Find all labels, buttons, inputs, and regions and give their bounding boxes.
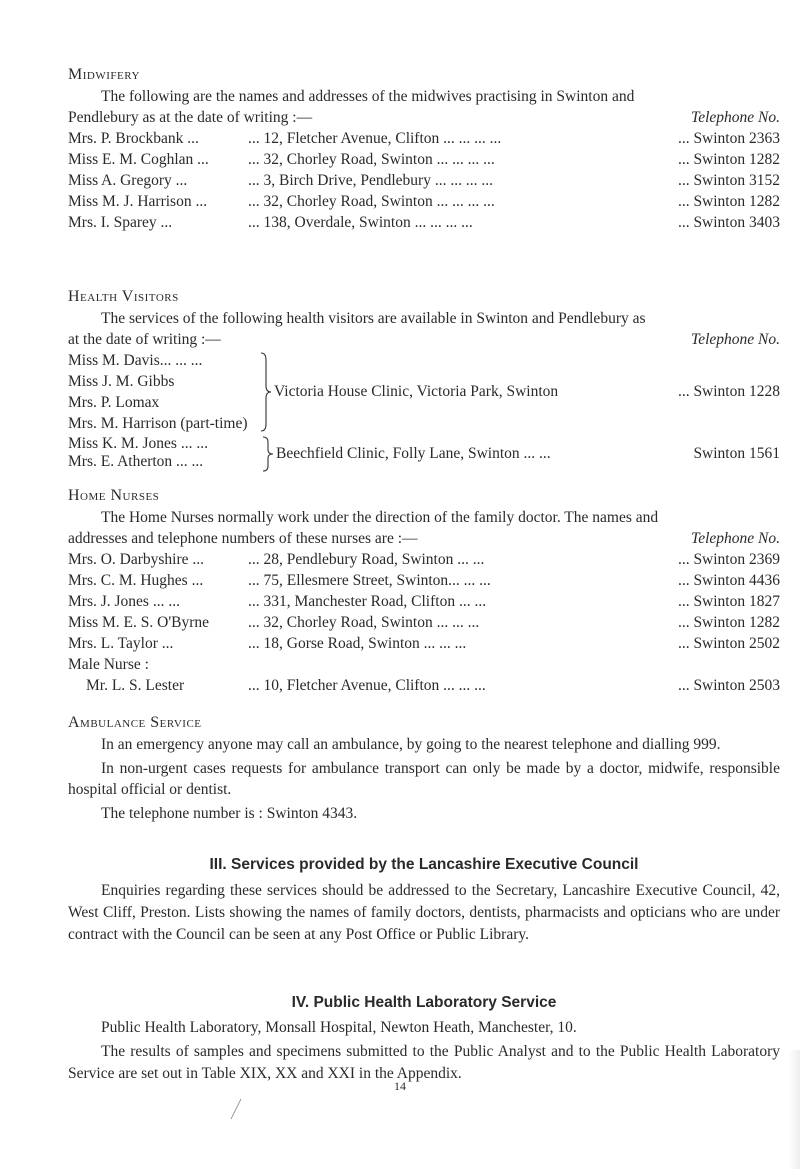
hv-name: Miss K. M. Jones ... ... xyxy=(68,435,208,452)
section-iii xyxy=(68,854,780,946)
person-name: Miss E. M. Coghlan ... xyxy=(68,151,209,168)
health-visitors-group-2 xyxy=(68,435,780,475)
person-name: Mrs. O. Darbyshire ... xyxy=(68,551,205,568)
page-edge-shadow xyxy=(788,1050,800,1169)
health-visitors-intro-line2-row xyxy=(68,329,780,350)
health-visitors-intro-line1: The services of the following health visitors are available in Swinton and Pendlebury as xyxy=(101,310,646,327)
ambulance-heading: Ambulance Service xyxy=(68,714,202,731)
person-telephone: ... Swinton 3403 xyxy=(677,214,780,231)
right-brace-icon xyxy=(262,436,274,472)
home-nurses-intro-line1: The Home Nurses normally work under the direction of the family doctor. The names and xyxy=(101,509,659,526)
pencil-mark-icon xyxy=(228,1098,244,1120)
home-nurses-tel-header: Telephone No. xyxy=(691,530,780,547)
person-address: ... 75, Ellesmere Street, Swinton... ... ... xyxy=(248,572,491,589)
table-row xyxy=(68,170,780,191)
midwifery-intro-line1: The following are the names and addresses of the midwives practising in Swinton and xyxy=(101,88,635,105)
health-visitors-heading: Health Visitors xyxy=(68,288,179,305)
section-iv-heading: IV. Public Health Laboratory Service xyxy=(291,994,557,1011)
section-iv xyxy=(68,992,780,1085)
hv-clinic-beechfield: Beechfield Clinic, Folly Lane, Swinton ... ... xyxy=(276,445,551,462)
table-row xyxy=(68,675,780,696)
section-iii-para: Enquiries regarding these services should be addressed to the Secretary, Lancashire Executive Council, 42, West Cliff, Preston. Lists showing the names of family doctors, dentists, pharmacists and opticians who are under contract with the Council can be seen at any Post Office or Public Library. xyxy=(68,882,780,943)
hv-name-row xyxy=(68,413,780,434)
person-telephone: ... Swinton 2502 xyxy=(677,635,780,652)
person-telephone: ... Swinton 1282 xyxy=(677,193,780,210)
person-address: ... 138, Overdale, Swinton ... ... ... ... xyxy=(248,214,473,231)
midwifery-table xyxy=(68,128,780,233)
person-name: Mrs. P. Brockbank ... xyxy=(68,130,199,147)
table-row xyxy=(68,633,780,654)
person-telephone: ... Swinton 2363 xyxy=(677,130,780,147)
male-nurse-label-row xyxy=(68,654,780,675)
ambulance-para-1: In an emergency anyone may call an ambulance, by going to the nearest telephone and dialling 999. xyxy=(101,736,721,753)
health-visitors-group-1 xyxy=(68,350,780,434)
ambulance-section xyxy=(68,712,780,824)
hv-name: Mrs. M. Harrison (part-time) xyxy=(68,415,248,432)
person-telephone: ... Swinton 1282 xyxy=(677,614,780,631)
table-row xyxy=(68,149,780,170)
home-nurses-section xyxy=(68,485,780,696)
hv-name: Miss M. Davis... ... ... xyxy=(68,352,203,369)
person-address: ... 32, Chorley Road, Swinton ... ... ... ... xyxy=(248,193,495,210)
midwifery-intro-line2-row xyxy=(68,107,780,128)
person-address: ... 32, Chorley Road, Swinton ... ... ... ... xyxy=(248,151,495,168)
table-row xyxy=(68,549,780,570)
person-telephone: ... Swinton 4436 xyxy=(677,572,780,589)
home-nurses-table xyxy=(68,549,780,654)
ambulance-para-2: In non-urgent cases requests for ambulance transport can only be made by a doctor, midwife, responsible hospital official or dentist. xyxy=(68,760,780,798)
person-telephone: ... Swinton 3152 xyxy=(677,172,780,189)
table-row xyxy=(68,191,780,212)
nurse-name: Mr. L. S. Lester xyxy=(86,677,185,694)
person-name: Miss M. E. S. O'Byrne xyxy=(68,614,210,631)
person-name: Mrs. I. Sparey ... xyxy=(68,214,173,231)
person-telephone: ... Swinton 2369 xyxy=(677,551,780,568)
person-address: ... 28, Pendlebury Road, Swinton ... ... xyxy=(248,551,485,568)
home-nurses-intro-line2: addresses and telephone numbers of these nurses are :— xyxy=(68,530,418,547)
hv-clinic-victoria: Victoria House Clinic, Victoria Park, Swinton xyxy=(274,383,559,400)
person-name: Miss M. J. Harrison ... xyxy=(68,193,208,210)
page-number: 14 xyxy=(394,1079,406,1093)
table-row xyxy=(68,570,780,591)
person-name: Miss A. Gregory ... xyxy=(68,172,188,189)
ambulance-para-3: The telephone number is : Swinton 4343. xyxy=(101,805,358,822)
midwifery-heading: Midwifery xyxy=(68,66,140,83)
person-address: ... 32, Chorley Road, Swinton ... ... ... xyxy=(248,614,480,631)
person-address: ... 12, Fletcher Avenue, Clifton ... ... ... ... xyxy=(248,130,502,147)
hv-tel-victoria: ... Swinton 1228 xyxy=(677,383,780,400)
section-iv-para-1: Public Health Laboratory, Monsall Hospital, Newton Heath, Manchester, 10. xyxy=(101,1019,577,1036)
person-name: Mrs. L. Taylor ... xyxy=(68,635,174,652)
section-iii-heading: III. Services provided by the Lancashire Executive Council xyxy=(209,856,639,873)
hv-name: Mrs. P. Lomax xyxy=(68,394,160,411)
home-nurses-intro-line2-row xyxy=(68,528,780,549)
male-nurse-label: Male Nurse : xyxy=(68,656,149,673)
person-address: ... 18, Gorse Road, Swinton ... ... ... xyxy=(248,635,467,652)
person-telephone: ... Swinton 1282 xyxy=(677,151,780,168)
hv-name-row xyxy=(68,350,780,371)
right-brace-icon xyxy=(260,352,272,432)
person-telephone: ... Swinton 1827 xyxy=(677,593,780,610)
health-visitors-tel-header: Telephone No. xyxy=(691,331,780,348)
home-nurses-heading: Home Nurses xyxy=(68,487,160,504)
hv-name: Miss J. M. Gibbs xyxy=(68,373,175,390)
nurse-address: ... 10, Fletcher Avenue, Clifton ... ... ... xyxy=(248,677,486,694)
midwifery-intro-line2: Pendlebury as at the date of writing :— xyxy=(68,109,313,126)
person-address: ... 3, Birch Drive, Pendlebury ... ... ... ... xyxy=(248,172,493,189)
health-visitors-intro-line2: at the date of writing :— xyxy=(68,331,221,348)
health-visitors-section xyxy=(68,286,780,475)
table-row xyxy=(68,612,780,633)
hv-tel-beechfield: Swinton 1561 xyxy=(693,445,780,462)
person-name: Mrs. J. Jones ... ... xyxy=(68,593,180,610)
section-iv-para-2: The results of samples and specimens submitted to the Public Analyst and to the Public Health Laboratory Service are set out in Table XIX, XX and XXI in the Appendix. xyxy=(68,1043,780,1082)
table-row xyxy=(68,212,780,233)
table-row xyxy=(68,128,780,149)
nurse-telephone: ... Swinton 2503 xyxy=(677,677,780,694)
midwifery-section xyxy=(68,64,780,233)
midwifery-tel-header: Telephone No. xyxy=(691,109,780,126)
person-address: ... 331, Manchester Road, Clifton ... ... xyxy=(248,593,487,610)
table-row xyxy=(68,591,780,612)
hv-name: Mrs. E. Atherton ... ... xyxy=(68,453,204,470)
person-name: Mrs. C. M. Hughes ... xyxy=(68,572,204,589)
